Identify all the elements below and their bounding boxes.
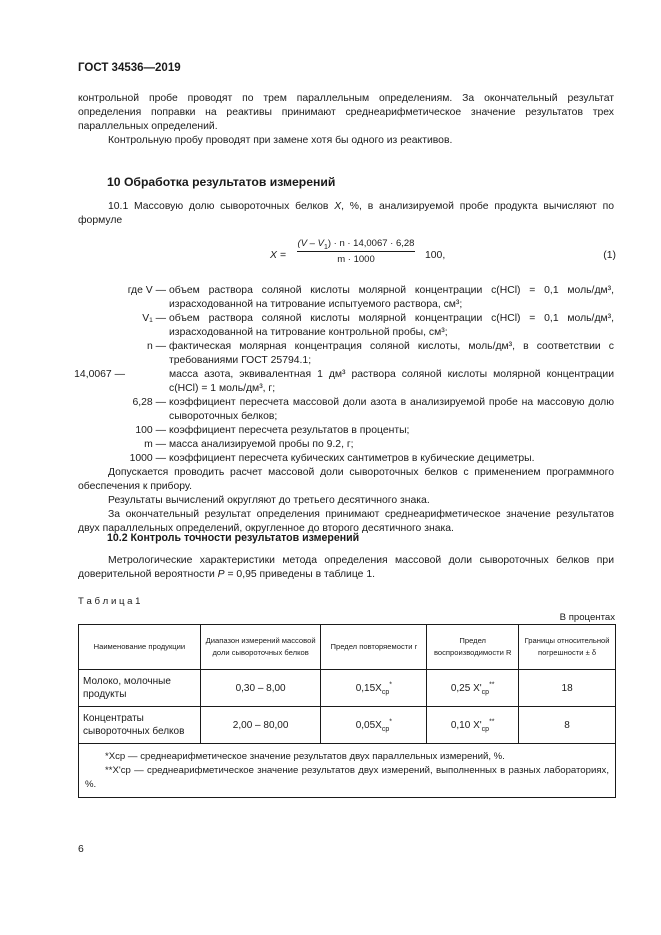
paragraph-rounding: Результаты вычислений округляют до третьего десятичного знака. — [108, 495, 430, 506]
table-units: В процентах — [559, 612, 615, 623]
cell-error-bounds: 18 — [519, 670, 616, 707]
cell-reproducibility: 0,25 $X'_{ср}^{**}$ — [427, 670, 519, 707]
table-note: *Xср — среднеарифметическое значение результатов двух параллельных измерений, %. — [105, 750, 505, 762]
paragraph-software: Допускается проводить расчет массовой доли сывороточных белков с применением программного обеспечения к прибору. — [78, 467, 614, 493]
section-title: 10 Обработка результатов измерений — [107, 175, 336, 189]
subsection-title: 10.2 Контроль точности результатов измерений — [107, 532, 360, 544]
table-note: **X'ср — среднеарифметическое значение результатов двух измерений, выполненных в разных лабораториях, %. — [85, 764, 609, 790]
table-notes — [79, 744, 616, 798]
table-row — [79, 707, 616, 744]
table-header-row — [79, 625, 616, 670]
formula-1: X = $\frac{(V - V_1) \cdot n \cdot 14,0067 \cdot 6,28}{m \cdot 1000}$ 100, (1) — [270, 238, 616, 265]
paragraph-10-2: Метрологические характеристики метода определения массовой доли сывороточных белков при доверительной вероятности P = 0,95 приведены в таблице 1. — [78, 555, 614, 581]
cell-repeatability: $0,15X_{ср}^*$ — [321, 670, 427, 707]
col-range: Диапазон измерений массовой доли сывороточных белков — [200, 625, 321, 670]
table-1 — [78, 624, 616, 798]
cell-product: Концентраты сывороточных белков — [79, 707, 201, 744]
table-caption: Т а б л и ц а 1 — [78, 596, 141, 607]
col-error-bounds: Границы относительной погрешности ± δ — [519, 625, 616, 670]
table-notes-row — [79, 744, 616, 798]
paragraph-final-result: За окончательный результат определения принимают среднеарифметическое значение результатов двух параллельных определений, округленное до второго десятичного знака. — [78, 509, 614, 535]
paragraph-10-1: 10.1 Массовую долю сывороточных белков X, %, в анализируемой пробе продукта вычисляют по формуле — [78, 201, 615, 227]
document-code: ГОСТ 34536—2019 — [78, 62, 181, 74]
col-reproducibility: Предел воспроизводимости R — [427, 625, 519, 670]
cell-error-bounds: 8 — [519, 707, 616, 744]
intro-paragraph-2: Контрольную пробу проводят при замене хотя бы одного из реактивов. — [108, 135, 453, 146]
page-number: 6 — [78, 844, 84, 855]
cell-range: 2,00 – 80,00 — [200, 707, 321, 744]
col-repeatability: Предел повторяемости r — [321, 625, 427, 670]
intro-paragraph: контрольной пробе проводят по трем параллельным определениям. За окончательный результат определения поправки на реактивы принимают среднеарифметическое значение результатов трех параллельных определений. — [78, 93, 614, 133]
cell-reproducibility: 0,10 $X'_{ср}^{**}$ — [427, 707, 519, 744]
table-row — [79, 670, 616, 707]
cell-repeatability: $0,05X_{ср}^*$ — [321, 707, 427, 744]
cell-range: 0,30 – 8,00 — [200, 670, 321, 707]
col-product: Наименование продукции — [79, 625, 201, 670]
cell-product: Молоко, молочные продукты — [79, 670, 201, 707]
